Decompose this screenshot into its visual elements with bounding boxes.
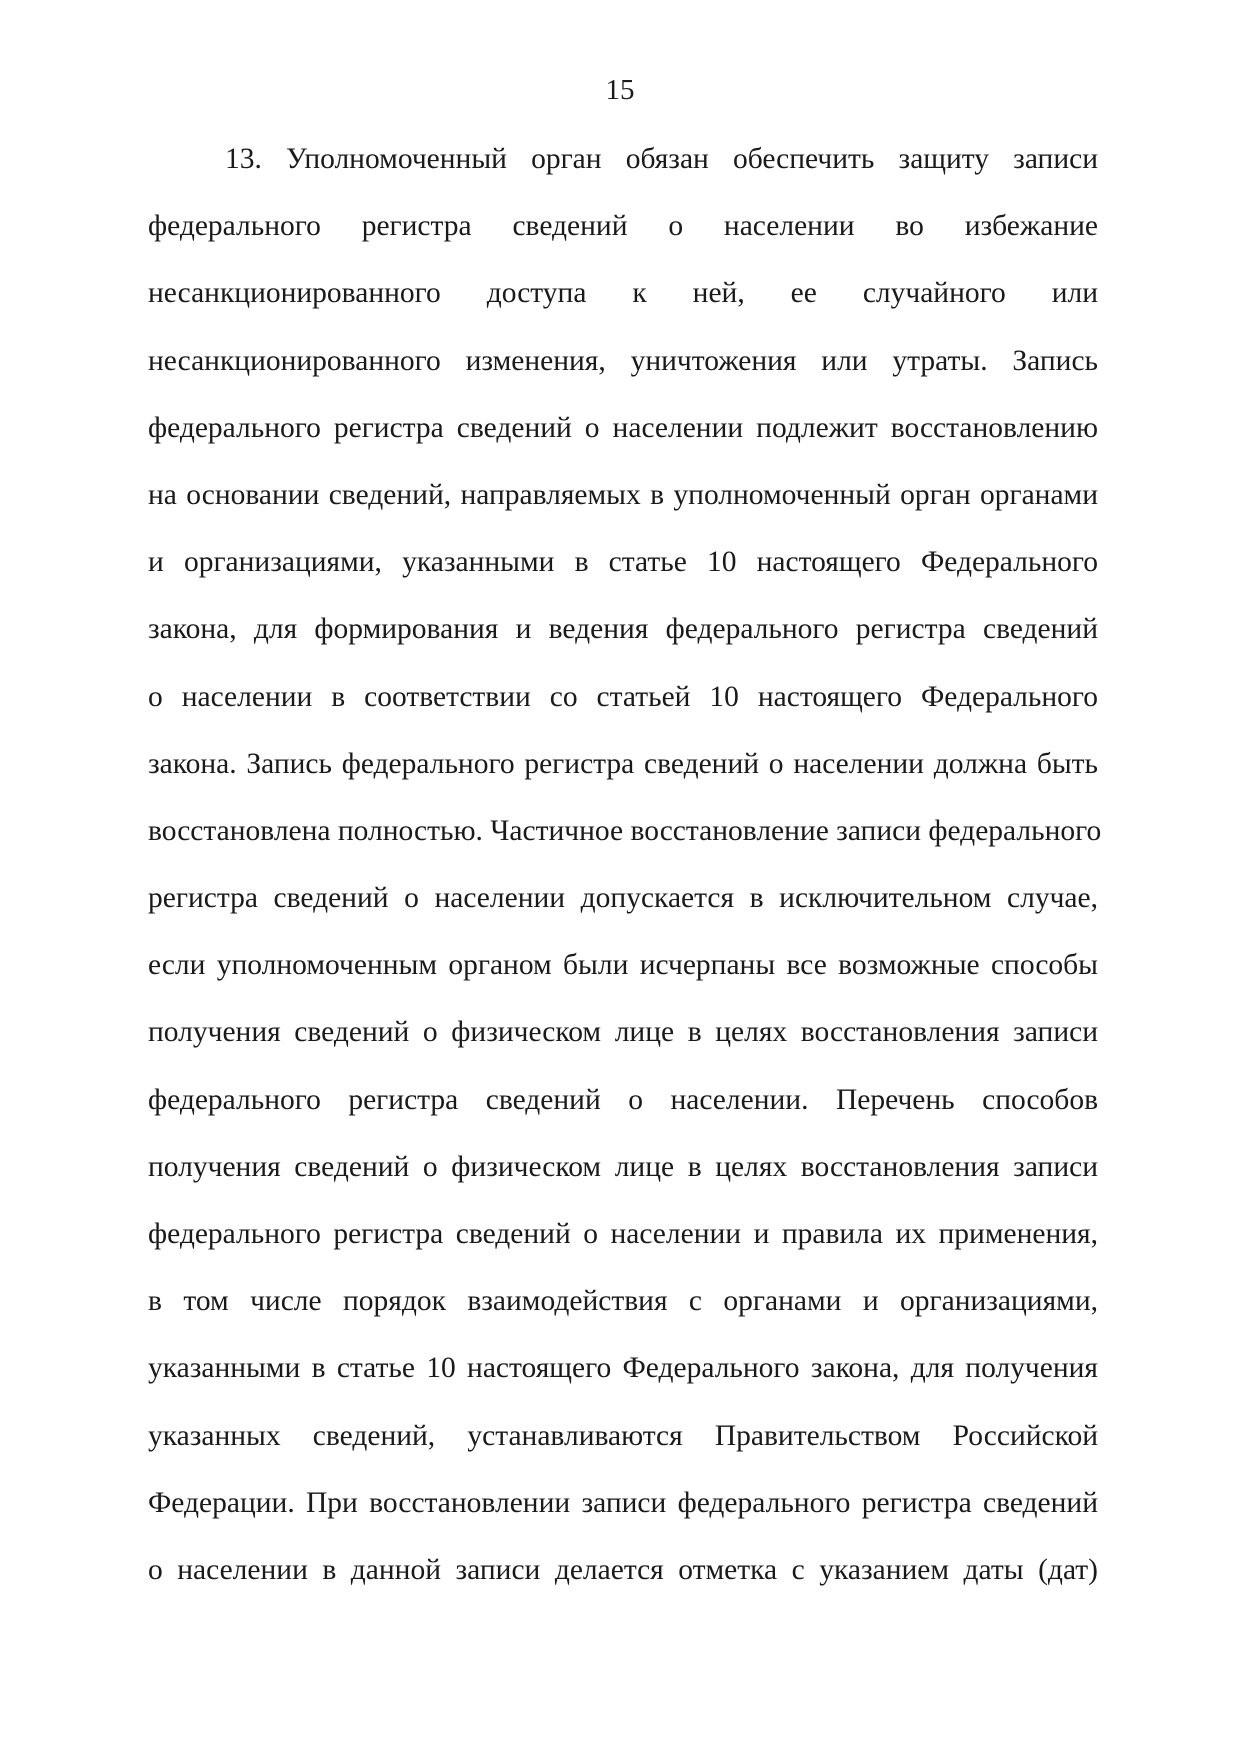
text-line: о населении в соответствии со статьей 10 настоящего Федерального <box>148 680 1098 713</box>
text-line: закона, для формирования и ведения федерального регистра сведений <box>148 613 1098 646</box>
text-line: восстановлена полностью. Частичное восстановление записи федерального <box>148 814 1102 847</box>
text-line: несанкционированного доступа к ней, ее случайного или <box>148 277 1098 310</box>
text-line: федерального регистра сведений о населении во избежание <box>148 210 1098 243</box>
text-line: о населении в данной записи делается отметка с указанием даты (дат) <box>148 1553 1098 1586</box>
text-line: получения сведений о физическом лице в целях восстановления записи <box>148 1150 1098 1183</box>
text-line: Федерации. При восстановлении записи федерального регистра сведений <box>148 1486 1098 1519</box>
text-line: получения сведений о физическом лице в целях восстановления записи <box>148 1016 1098 1049</box>
text-line: федерального регистра сведений о населении и правила их применения, <box>148 1218 1098 1250</box>
text-line: указанных сведений, устанавливаются Правительством Российской <box>148 1419 1098 1452</box>
text-line: федерального регистра сведений о населении подлежит восстановлению <box>148 411 1098 444</box>
text-line: указанными в статье 10 настоящего Федерального закона, для получения <box>148 1352 1098 1385</box>
text-line: в том числе порядок взаимодействия с органами и организациями, <box>148 1285 1098 1318</box>
text-line: закона. Запись федерального регистра сведений о населении должна быть <box>148 747 1098 780</box>
text-line: если уполномоченным органом были исчерпаны все возможные способы <box>148 949 1098 982</box>
text-line: федерального регистра сведений о населении. Перечень способов <box>148 1083 1098 1116</box>
paragraph-13 <box>148 139 1102 1617</box>
page-number: 15 <box>605 74 635 106</box>
text-line: и организациями, указанными в статье 10 настоящего Федерального <box>148 546 1098 579</box>
text-line: несанкционированного изменения, уничтожения или утраты. Запись <box>148 344 1098 377</box>
text-line: на основании сведений, направляемых в уполномоченный орган органами <box>148 478 1098 511</box>
text-line: 13. Уполномоченный орган обязан обеспечить защиту записи <box>225 143 1098 175</box>
text-line: регистра сведений о населении допускается в исключительном случае, <box>148 882 1098 915</box>
